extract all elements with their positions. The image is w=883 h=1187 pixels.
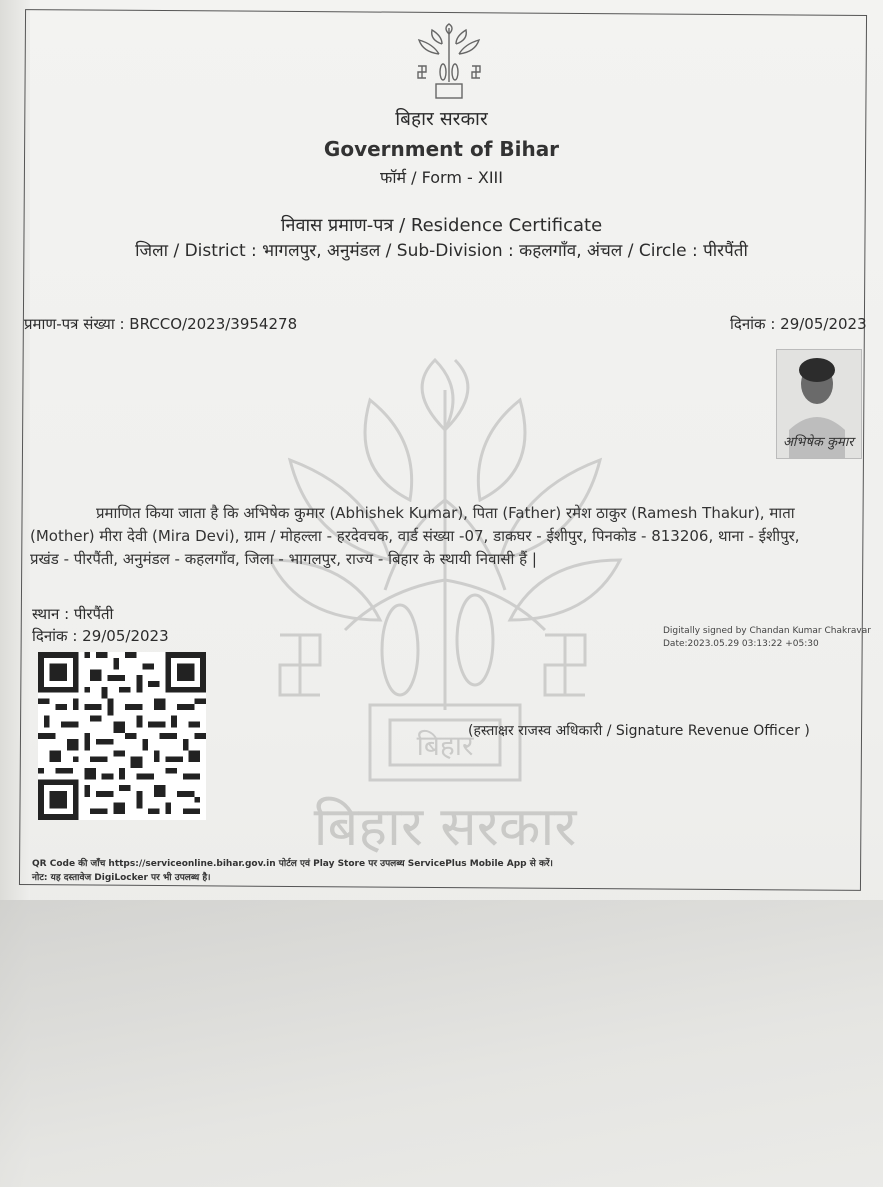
certificate-title: निवास प्रमाण-पत्र / Residence Certificate: [280, 215, 603, 236]
digilocker-note: नोट: यह दस्तावेज DigiLocker पर भी उपलब्ध है।: [32, 873, 211, 883]
body-line-3: प्रखंड - पीरपैंती, अनुमंडल - कहलगाँव, जिला - भागलपुर, राज्य - बिहार के स्थायी निवासी हैं |: [30, 550, 537, 568]
applicant-signature: अभिषेक कुमार: [783, 435, 854, 450]
body-line-1: प्रमाणित किया जाता है कि अभिषेक कुमार (Abhishek Kumar), पिता (Father) रमेश ठाकुर (Ramesh Thakur), माता: [96, 504, 795, 522]
issue-date: दिनांक : 29/05/2023: [730, 315, 867, 333]
digital-signature-date: Date:2023.05.29 03:13:22 +05:30: [663, 639, 819, 649]
qr-verification-note: QR Code की जाँच https://serviceonline.bihar.gov.in पोर्टल एवं Play Store पर उपलब्ध ServicePlus Mobile App से करें।: [32, 859, 553, 869]
certificate-body: [30, 502, 860, 571]
certificate-number: प्रमाण-पत्र संख्या : BRCCO/2023/3954278: [24, 315, 298, 333]
form-label: फॉर्म / Form - XIII: [380, 168, 503, 187]
jurisdiction-line: जिला / District : भागलपुर, अनुमंडल / Sub-Division : कहलगाँव, अंचल / Circle : पीरपैंती: [135, 241, 748, 261]
applicant-photo: [776, 349, 862, 459]
bihar-emblem-watermark: [260, 350, 640, 860]
qr-code: [38, 652, 206, 820]
govt-title-hindi: बिहार सरकार: [395, 108, 488, 130]
govt-title-english: Government of Bihar: [323, 137, 560, 161]
watermark-emblem-text: बिहार: [416, 729, 474, 762]
watermark-text: बिहार सरकार: [313, 795, 577, 858]
digital-signature-name: Digitally signed by Chandan Kumar Chakravar: [663, 626, 871, 636]
body-line-2: (Mother) मीरा देवी (Mira Devi), ग्राम / मोहल्ला - हरदेवचक, वार्ड संख्या -07, डाकघर - ईशीपुर, पिनकोड - 813206, थाना - ईशीपुर,: [30, 527, 800, 545]
page-shadow: [0, 900, 883, 1187]
bihar-emblem-logo: [412, 22, 486, 104]
place-label: स्थान : पीरपैंती: [32, 605, 114, 623]
footer-date: दिनांक : 29/05/2023: [32, 627, 169, 645]
signature-revenue-officer: (हस्ताक्षर राजस्व अधिकारी / Signature Revenue Officer ): [468, 723, 810, 739]
